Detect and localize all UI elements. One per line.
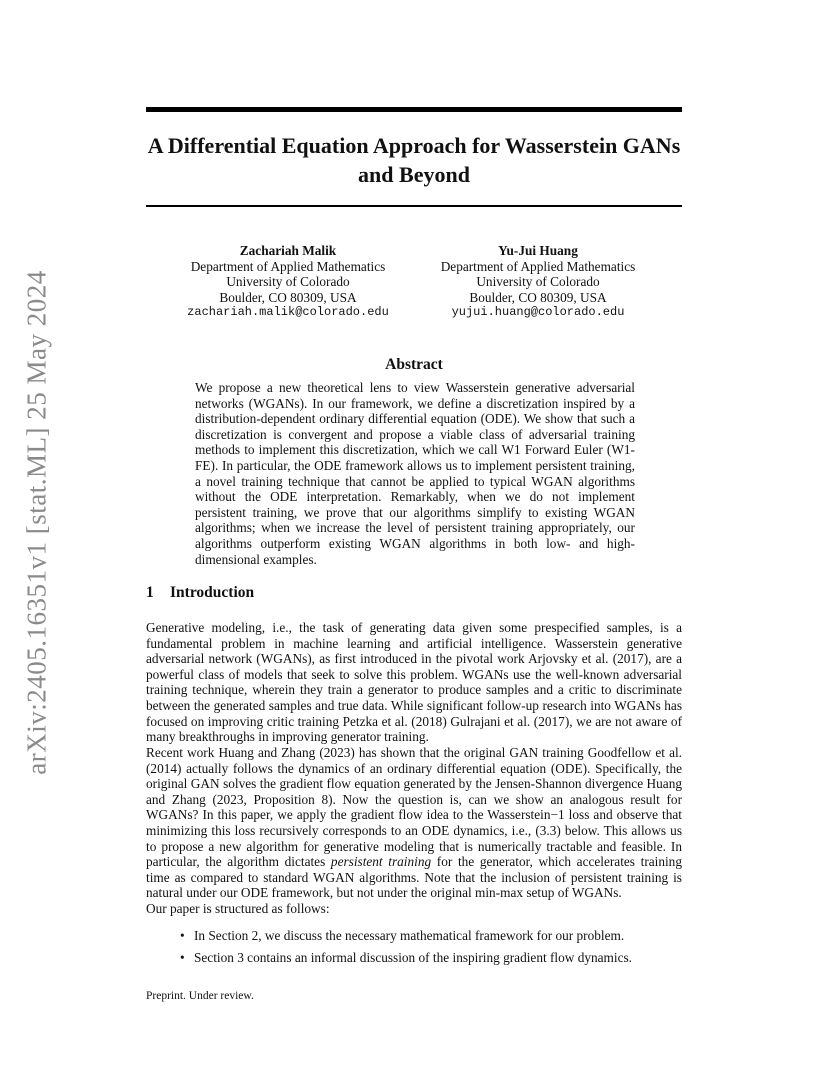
bullet-icon: • (180, 949, 185, 965)
footer-note: Preprint. Under review. (146, 990, 254, 1002)
author-department: Department of Applied Mathematics (440, 258, 636, 274)
author-email: yujui.huang@colorado.edu (451, 305, 625, 319)
list-item (180, 928, 680, 944)
list-item-text: Section 3 contains an informal discussion of the inspiring gradient flow dynamics. (194, 949, 632, 965)
paper-title: A Differential Equation Approach for Wasserstein GANs and Beyond (147, 133, 681, 187)
section-title: Introduction (170, 584, 255, 601)
list-item (180, 950, 680, 966)
author-name: Yu-Jui Huang (498, 243, 578, 258)
author-email: zachariah.malik@colorado.edu (187, 305, 389, 319)
author-location: Boulder, CO 80309, USA (469, 289, 607, 305)
bullet-icon: • (180, 928, 185, 943)
section-heading (146, 584, 254, 602)
author-name: Zachariah Malik (239, 243, 337, 258)
arxiv-id-text: arXiv:2405.16351v1 [stat.ML] 25 May 2024 (21, 269, 52, 775)
author-university: University of Colorado (476, 274, 600, 289)
author-1 (154, 243, 422, 321)
title-bottom-rule (146, 205, 682, 207)
author-department: Department of Applied Mathematics (190, 258, 386, 274)
abstract-heading: Abstract (385, 356, 443, 373)
title-top-rule (146, 107, 682, 112)
intro-paragraph-3: Our paper is structured as follows: (146, 901, 330, 916)
paragraph-text: Recent work Huang and Zhang (2023) has shown that the original GAN training Goodfellow et al. (2014) actually follows the dynamics of an ordinary differential equation (ODE). Specifically, the original GAN solves the gradient flow equation generated by the Jensen-Shannon divergence Huang and Zhang (2023, Proposition 8). Now the question is, can we show an analogous result for WGANs? In this paper, we apply the gradient flow idea to the Wasserstein−1 loss and observe that minimizing this loss recursively corresponds to an ODE dynamics, i.e., (3.3) below. This allows us to propose a new algorithm for generative modeling that is numerically tractable and feasible. In particular, the algorithm dictates (146, 745, 682, 870)
paragraph-text: for the generator, which accelerates training time as compared to standard WGAN algorithms. Note that the inclusion of persistent training is natural under our ODE framework, but not under the original min-max setup of WGANs. (146, 854, 682, 901)
section-number: 1 (146, 584, 154, 601)
intro-paragraph-1: Generative modeling, i.e., the task of generating data given some prespecified samples, is a fundamental problem in machine learning and artificial intelligence. Wasserstein generative adversarial network (WGANs), as first introduced in the pivotal work Arjovsky et al. (2017), are a powerful class of models that seek to solve this problem. WGANs use the well-known adversarial training technique, wherein they train a generator to produce samples and a critic to discriminate between the generated samples and true data. While significant follow-up research into WGANs has focused on improving critic training Petzka et al. (2018) Gulrajani et al. (2017), we are not aware of many breakthroughs in improving generator training. (146, 620, 682, 745)
author-university: University of Colorado (226, 274, 350, 289)
abstract-text: We propose a new theoretical lens to view Wasserstein generative adversarial networks (WGANs). In our framework, we define a discretization inspired by a distribution-dependent ordinary differential equation (ODE). We show that such a discretization is convergent and propose a viable class of adversarial training methods to implement this discretization, which we call W1 Forward Euler (W1-FE). In particular, the ODE framework allows us to implement persistent training, a novel training technique that cannot be applied to typical WGAN algorithms without the ODE interpretation. Remarkably, when we do not implement persistent training, we prove that our algorithms simplify to existing WGAN algorithms; when we increase the level of persistent training appropriately, our algorithms outperform existing WGAN algorithms in both low- and high-dimensional examples. (195, 380, 635, 567)
emphasis-text: persistent training (330, 854, 432, 870)
author-location: Boulder, CO 80309, USA (219, 289, 357, 305)
arxiv-identifier (14, 269, 60, 775)
intro-paragraph-2 (146, 745, 682, 901)
author-2 (404, 243, 672, 321)
structure-list (180, 928, 680, 971)
list-item-text: In Section 2, we discuss the necessary mathematical framework for our problem. (194, 928, 625, 943)
